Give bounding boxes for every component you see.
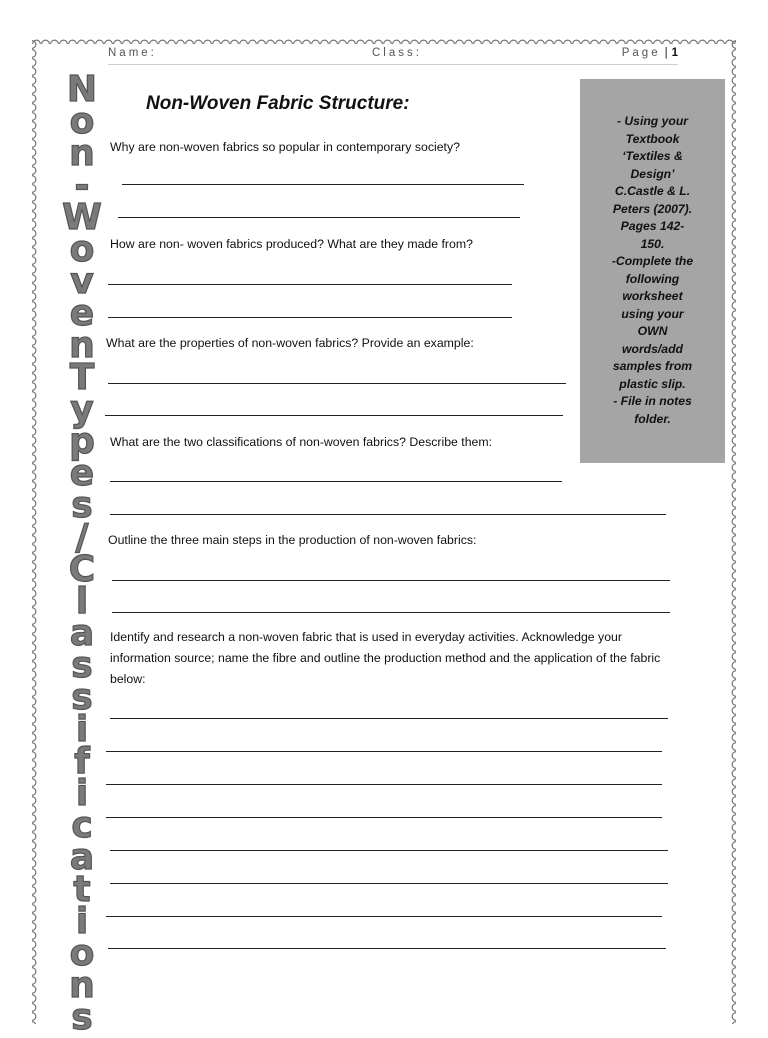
answer-line[interactable] [112,612,670,613]
answer-line[interactable] [106,916,662,917]
page-title: Non-Woven Fabric Structure: [146,93,410,114]
answer-line[interactable] [108,317,512,318]
page-number: 1 [671,47,678,59]
answer-line[interactable] [110,883,668,884]
decorative-border-left [32,40,42,1024]
vertical-title-letter: t [73,869,91,910]
answer-line[interactable] [110,481,562,482]
question-5: Outline the three main steps in the production of non-woven fabrics: [108,533,477,547]
vertical-title-letter: s [71,485,93,526]
answer-line[interactable] [110,850,668,851]
answer-line[interactable] [105,415,563,416]
question-2: How are non- woven fabrics produced? What are they made from? [110,237,473,251]
vertical-title-letter: o [69,933,95,974]
page-label: Page [621,47,661,59]
page-separator: | [664,47,668,59]
vertical-title-letter: a [69,837,95,878]
question-6: Identify and research a non-woven fabric that is used in everyday activities. Acknowledge your information source; name the fibre and outline the production method and the application of the fabric below: [110,630,661,686]
instructions-box [580,79,725,463]
vertical-title-letter: o [69,229,95,270]
vertical-title-letter: n [69,965,95,1006]
answer-line[interactable] [108,383,566,384]
vertical-title-letter: e [69,293,95,334]
vertical-title-letter: c [71,805,93,846]
vertical-title-letter: y [70,389,94,430]
answer-line[interactable] [106,784,662,785]
answer-line[interactable] [110,718,668,719]
vertical-title-letter: / [75,517,89,558]
vertical-title-letter: e [69,453,95,494]
decorative-border-right [726,40,736,1024]
answer-line[interactable] [110,514,666,515]
decorative-border-top [32,32,736,44]
answer-line[interactable] [112,580,670,581]
vertical-title-letter: n [69,325,95,366]
vertical-title-letter: i [75,901,89,942]
vertical-title [46,69,118,1038]
page-indicator [622,47,678,59]
vertical-title-letter: s [71,677,93,718]
vertical-title-letter: p [69,421,95,462]
vertical-title-letter: W [62,197,102,238]
name-label: Name: [108,47,157,59]
answer-line[interactable] [122,184,524,185]
class-label: Class: [372,47,422,59]
vertical-title-letter: l [75,581,89,622]
answer-line[interactable] [108,284,512,285]
vertical-title-letter: f [74,741,90,782]
question-1: Why are non-woven fabrics so popular in contemporary society? [110,140,460,154]
vertical-title-letter: N [66,69,98,110]
vertical-title-letter: s [71,645,93,686]
vertical-title-letter: - [74,165,90,206]
question-4: What are the two classifications of non-woven fabrics? Describe them: [110,435,493,449]
instructions-text: - Using your Textbook ‘Textiles & Design’ C.Castle & L. Peters (2007). Pages 142- 150. -Complete the following worksheet using your OWN words/add samples from plastic slip. - File in notes folder. [611,114,694,426]
vertical-title-letter: n [69,133,95,174]
vertical-title-letter: i [75,709,89,750]
vertical-title-letter: T [69,357,95,398]
vertical-title-letter: C [68,549,96,590]
answer-line[interactable] [118,217,520,218]
worksheet-header [108,46,678,65]
answer-line[interactable] [106,817,662,818]
question-3: What are the properties of non-woven fabrics? Provide an example: [106,336,474,350]
vertical-title-letter: o [69,101,95,142]
answer-line[interactable] [108,948,666,949]
vertical-title-letter: v [70,261,94,302]
vertical-title-letter: s [71,997,93,1038]
answer-line[interactable] [106,751,662,752]
vertical-title-letter: a [69,613,95,654]
vertical-title-letter: i [75,773,89,814]
